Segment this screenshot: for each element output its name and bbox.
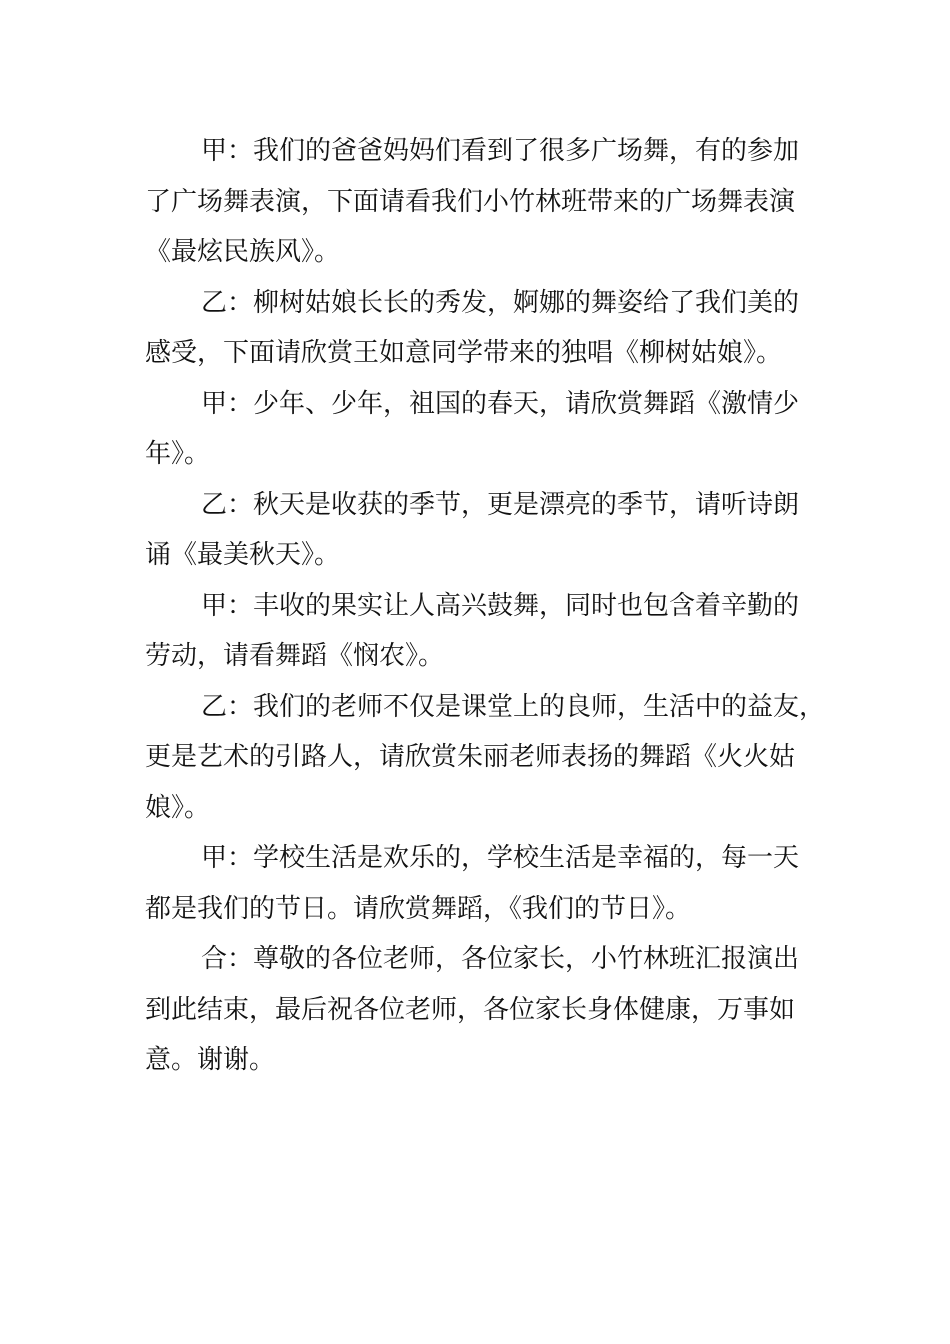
- paragraph-5: [145, 581, 810, 682]
- paragraph-1: [145, 126, 810, 278]
- paragraph-line: 更是艺术的引路人，请欣赏朱丽老师表扬的舞蹈《火火姑: [145, 742, 796, 772]
- paragraph-line: 甲：我们的爸爸妈妈们看到了很多广场舞，有的参加: [201, 136, 800, 166]
- paragraph-4: [145, 480, 810, 581]
- paragraph-line: 劳动，请看舞蹈《悯农》。: [145, 641, 445, 671]
- paragraph-7: [145, 833, 810, 934]
- paragraph-line: 《最炫民族风》。: [145, 237, 341, 267]
- paragraph-line: 乙：秋天是收获的季节，更是漂亮的季节，请听诗朗: [201, 489, 800, 520]
- paragraph-3: [145, 379, 810, 480]
- paragraph-line: 都是我们的节日。请欣赏舞蹈，《我们的节日》。: [145, 893, 692, 924]
- paragraph-line: 诵《最美秋天》。: [145, 540, 341, 570]
- paragraph-line: 年》。: [145, 439, 211, 469]
- paragraph-line: 娘》。: [145, 792, 211, 823]
- paragraph-line: 甲：学校生活是欢乐的，学校生活是幸福的，每一天: [201, 843, 800, 873]
- paragraph-2: [145, 278, 810, 379]
- paragraph-line: 甲：少年、少年，祖国的春天，请欣赏舞蹈《激情少: [201, 388, 800, 419]
- paragraph-line: 合：尊敬的各位老师，各位家长，小竹林班汇报演出: [201, 944, 800, 974]
- paragraph-line: 甲：丰收的果实让人高兴鼓舞，同时也包含着辛勤的: [201, 590, 800, 621]
- paragraph-line: 感受，下面请欣赏王如意同学带来的独唱《柳树姑娘》。: [145, 338, 783, 368]
- paragraph-8: [145, 934, 810, 1086]
- document-body: [145, 126, 826, 1086]
- paragraph-6: [145, 682, 826, 834]
- paragraph-line: 了广场舞表演，下面请看我们小竹林班带来的广场舞表演: [145, 186, 796, 217]
- paragraph-line: 意。谢谢。: [145, 1045, 276, 1075]
- paragraph-line: 乙：柳树姑娘长长的秀发，婀娜的舞姿给了我们美的: [201, 287, 800, 318]
- paragraph-line: 到此结束，最后祝各位老师，各位家长身体健康，万事如: [145, 994, 796, 1025]
- paragraph-line: 乙：我们的老师不仅是课堂上的良师，生活中的益友，: [201, 691, 826, 722]
